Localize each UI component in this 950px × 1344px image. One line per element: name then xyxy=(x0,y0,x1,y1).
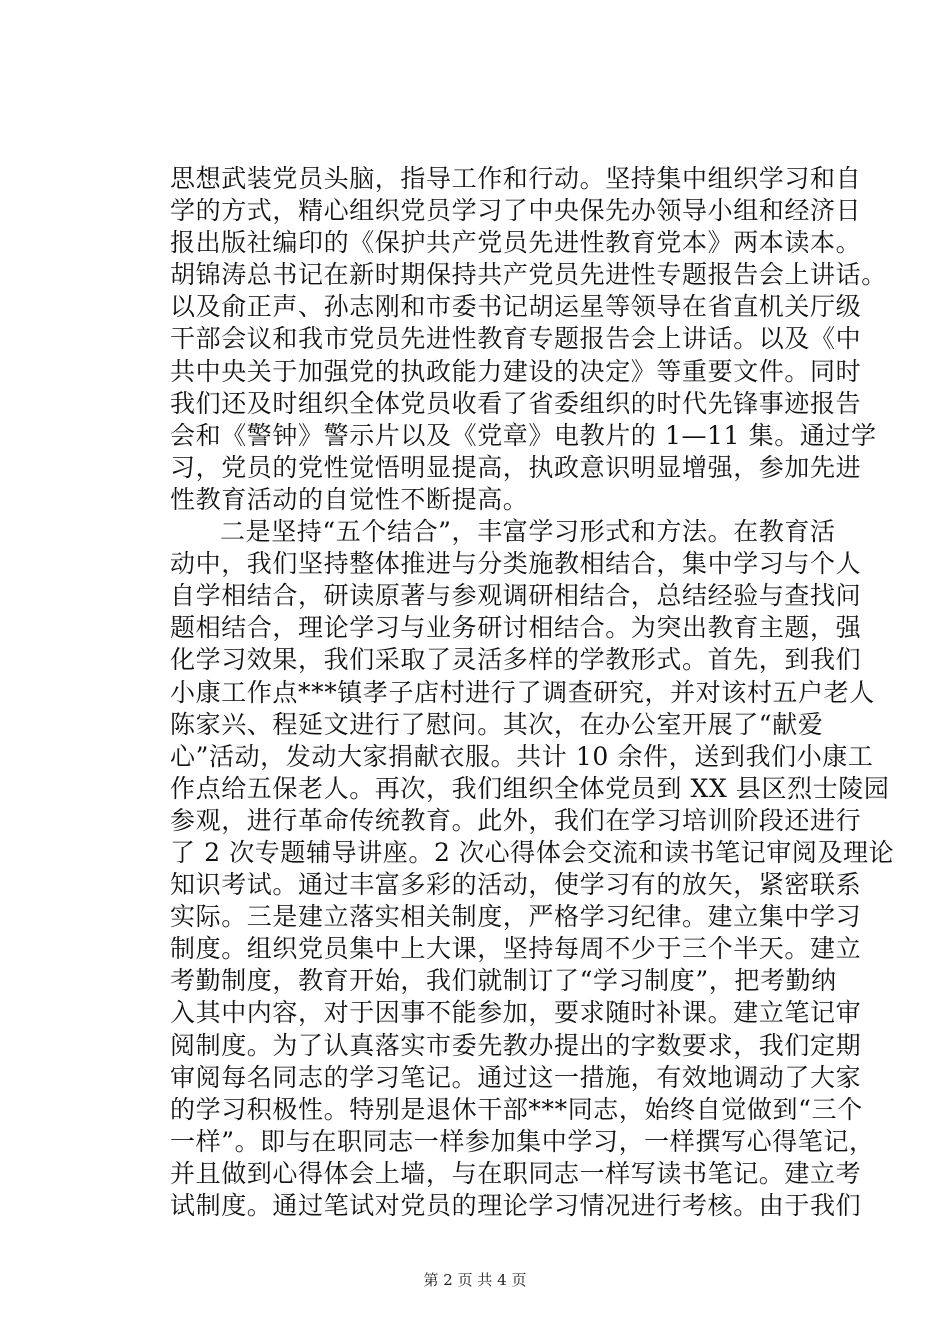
text-line: 参观，进行革命传统教育。此外，我们在学习培训阶段还进行 xyxy=(170,805,862,835)
text-line: 小康工作点***镇孝子店村进行了调查研究，并对该村五户老人 xyxy=(170,677,875,707)
document-body xyxy=(170,163,930,1222)
text-line: 的学习积极性。特别是退休干部***同志，始终自觉做到“三个 xyxy=(170,1094,863,1124)
text-line: 了 2 次专题辅导讲座。2 次心得体会交流和读书笔记审阅及理论 xyxy=(170,837,895,867)
paragraph-start-line: 二是坚持“五个结合”，丰富学习形式和方法。在教育活 xyxy=(220,517,836,547)
page-number-label: 第 2 页 共 4 页 xyxy=(423,1271,527,1289)
text-line: 化学习效果，我们采取了灵活多样的学教形式。首先，到我们 xyxy=(170,645,862,675)
text-line: 实际。三是建立落实相关制度，严格学习纪律。建立集中学习 xyxy=(170,902,862,932)
text-line: 干部会议和我市党员先进性教育专题报告会上讲话。以及《中 xyxy=(170,324,862,354)
text-line: 题相结合，理论学习与业务研讨相结合。为突出教育主题，强 xyxy=(170,613,862,643)
text-line: 报出版社编印的《保护共产党员先进性教育党本》两本读本。 xyxy=(170,228,862,258)
text-line: 一样”。即与在职同志一样参加集中学习，一样撰写心得笔记， xyxy=(170,1126,875,1156)
text-line: 以及俞正声、孙志刚和市委书记胡运星等领导在省直机关厅级 xyxy=(170,292,862,322)
text-line: 并且做到心得体会上墙，与在职同志一样写读书笔记。建立考 xyxy=(170,1158,862,1188)
text-line: 知识考试。通过丰富多彩的活动，使学习有的放矢，紧密联系 xyxy=(170,870,862,900)
text-line: 胡锦涛总书记在新时期保持共产党员先进性专题报告会上讲话。 xyxy=(170,260,887,290)
text-line: 自学相结合，研读原著与参观调研相结合，总结经验与查找问 xyxy=(170,581,862,611)
text-line: 思想武装党员头脑，指导工作和行动。坚持集中组织学习和自 xyxy=(170,164,862,193)
text-line: 动中，我们坚持整体推进与分类施教相结合，集中学习与个人 xyxy=(170,549,862,579)
text-line: 阅制度。为了认真落实市委先教办提出的字数要求，我们定期 xyxy=(170,1030,862,1060)
text-line: 会和《警钟》警示片以及《党章》电教片的 1—11 集。通过学 xyxy=(170,420,877,450)
text-line: 学的方式，精心组织党员学习了中央保先办领导小组和经济日 xyxy=(170,196,862,226)
text-line: 习，党员的党性觉悟明显提高，执政意识明显增强，参加先进 xyxy=(170,452,862,482)
text-line: 考勤制度，教育开始，我们就制订了“学习制度”，把考勤纳 xyxy=(170,966,837,996)
text-line: 心”活动，发动大家捐献衣服。共计 10 余件，送到我们小康工 xyxy=(170,741,874,771)
text-line: 入其中内容，对于因事不能参加，要求随时补课。建立笔记审 xyxy=(170,998,862,1028)
text-line: 试制度。通过笔试对党员的理论学习情况进行考核。由于我们 xyxy=(170,1191,862,1220)
text-line: 作点给五保老人。再次，我们组织全体党员到 XX 县区烈士陵园 xyxy=(170,773,890,803)
text-line: 共中央关于加强党的执政能力建设的决定》等重要文件。同时 xyxy=(170,356,862,386)
text-line: 性教育活动的自觉性不断提高。 xyxy=(170,484,529,514)
page-footer xyxy=(0,1270,950,1290)
text-line: 陈家兴、程延文进行了慰问。其次，在办公室开展了“献爱 xyxy=(170,709,824,739)
text-line: 我们还及时组织全体党员收看了省委组织的时代先锋事迹报告 xyxy=(170,388,862,418)
text-line: 审阅每名同志的学习笔记。通过这一措施，有效地调动了大家 xyxy=(170,1062,862,1092)
text-line: 制度。组织党员集中上大课，坚持每周不少于三个半天。建立 xyxy=(170,934,862,964)
